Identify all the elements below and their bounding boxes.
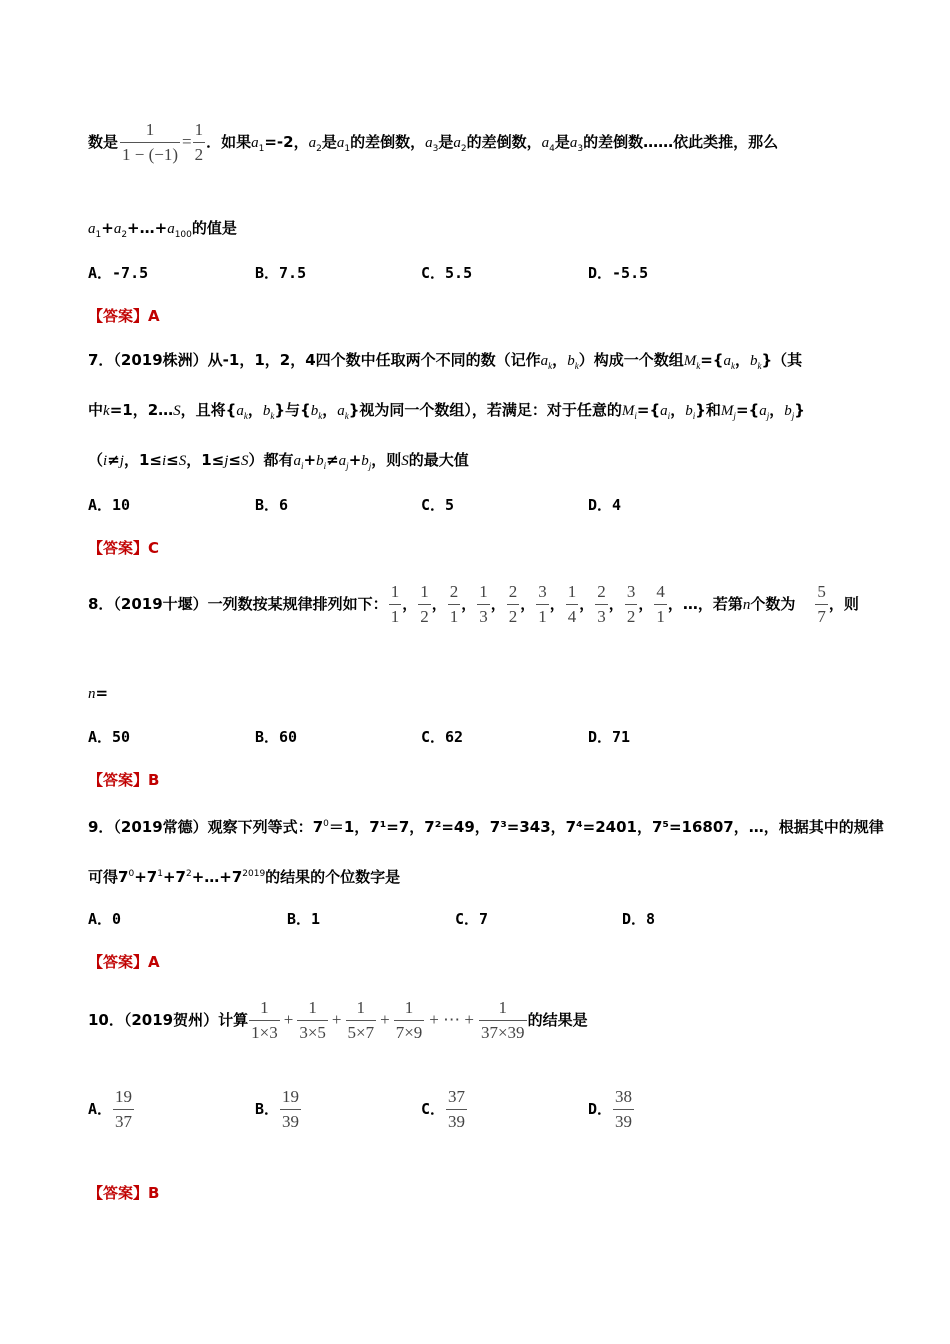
q7-line3: （i≠j，1≤i≤S，1≤j≤S）都有$a_i+b_i\ne a_j+b_j$，则S的最大值 — [88, 451, 469, 471]
q9-option-b: B．1 — [287, 910, 321, 928]
q6-option-d: D．-5.5 — [588, 264, 649, 282]
q8-line1: 8．（2019十堰）一列数按某规律排列如下： $\frac{1}{1}$ ， $\frac{1}{2}$ ， $\frac{2}{1}$ ， $\frac{1}{3}$ ， $\frac{2}{2}$ ， $\frac{3}{1}$ ， $\frac{1}{4}$ ， $\frac{2}{3}$ ， $\frac{3}{2}$ ， $\frac{4}{1}$ ，…，若第n个数为 $\frac{5}{7}$ ，则 — [88, 580, 859, 629]
q7-option-b: B．6 — [255, 496, 289, 514]
q8-seq-fraction: $\frac{2}{1}$ — [448, 580, 461, 629]
q6-option-b: B．7.5 — [255, 264, 307, 282]
q8-option-d: D．71 — [588, 728, 631, 746]
q10-option-b: B． $\frac{19}{39}$ — [255, 1085, 302, 1134]
q6-option-c: C．5.5 — [421, 264, 473, 282]
q10-option-d: D． $\frac{38}{39}$ — [588, 1085, 635, 1134]
q8-seq-fraction: $\frac{3}{1}$ — [536, 580, 549, 629]
q9-option-d: D．8 — [622, 910, 656, 928]
q8-seq-fraction: $\frac{2}{2}$ — [507, 580, 520, 629]
q8-option-a: A．50 — [88, 728, 131, 746]
q6-option-a: A．-7.5 — [88, 264, 149, 282]
q7-option-d: D．4 — [588, 496, 622, 514]
q9-option-c: C．7 — [455, 910, 489, 928]
q7-answer: 【答案】C — [88, 539, 160, 557]
q6-frac2: $\frac{1}{2}$ — [193, 118, 206, 167]
q8-answer: 【答案】B — [88, 771, 160, 789]
q10-series-term: $\frac{1}{1\times 3}$ — [249, 996, 280, 1045]
q9-option-a: A．0 — [88, 910, 122, 928]
q6-answer: 【答案】A — [88, 307, 160, 325]
q8-seq-fraction: $\frac{2}{3}$ — [595, 580, 608, 629]
q10-last-term: $\frac{1}{37\times 39}$ — [479, 996, 527, 1045]
q9-answer: 【答案】A — [88, 953, 160, 971]
q10-option-c: C． $\frac{37}{39}$ — [421, 1085, 468, 1134]
q8-seq-fraction: $\frac{3}{2}$ — [625, 580, 638, 629]
q9-line2: 可得$7^0+7^1+7^2+\dots+7^{2019}$的结果的个位数字是 — [88, 868, 401, 886]
q7-option-a: A．10 — [88, 496, 131, 514]
q10-series-term: $\frac{1}{5\times 7}$ — [346, 996, 377, 1045]
q8-seq-fraction: $\frac{1}{4}$ — [566, 580, 579, 629]
q6-lead: 数是 — [88, 133, 119, 151]
q8-seq-fraction: $\frac{1}{3}$ — [477, 580, 490, 629]
q10-option-a: A． $\frac{19}{37}$ — [88, 1085, 135, 1134]
q8-seq-fraction: $\frac{1}{1}$ — [389, 580, 402, 629]
q6-frac1: $\frac{1}{1 - (-1)}$ — [119, 118, 181, 167]
q8-seq-fraction: $\frac{1}{2}$ — [418, 580, 431, 629]
q8-line2: n= — [88, 684, 109, 702]
q10-line1: 10．（2019贺州）计算 $\frac{1}{1\times 3}$ + $\frac{1}{3\times 5}$ + $\frac{1}{5\times 7}$ + $\frac{1}{7\times 9}$ + ⋯ + $\frac{1}{37\times 39}$ 的结果是 — [88, 996, 588, 1045]
q8-sequence: $\frac{1}{1}$ ， $\frac{1}{2}$ ， $\frac{2}{1}$ ， $\frac{1}{3}$ ， $\frac{2}{2}$ ， $\frac{3}{1}$ ， $\frac{1}{4}$ ， $\frac{2}{3}$ ， $\frac{3}{2}$ ， $\frac{4}{1}$ — [388, 595, 668, 613]
q6-line2: $a_1+a_2+\dots+a_{100}$的值是 — [88, 219, 237, 240]
q7-option-c: C．5 — [421, 496, 455, 514]
q7-line1: 7．（2019株洲）从-1，1，2，4四个数中任取两个不同的数（记作$a_k$，$b_k$）构成一个数组$M_k=\{a_k$，$b_k$}（其 — [88, 351, 803, 371]
q8-option-c: C．62 — [421, 728, 464, 746]
q10-series-term: $\frac{1}{3\times 5}$ — [297, 996, 328, 1045]
q8-seq-fraction: $\frac{4}{1}$ — [654, 580, 667, 629]
q9-line1: 9．（2019常德）观察下列等式：$7^0=1$，7¹=7，7²=49，7³=343，7⁴=2401，7⁵=16807，…，根据其中的规律 — [88, 818, 884, 836]
q7-line2: 中k=1，2…S，且将{$a_k$，$b_k$}与{$b_k$，$a_k$}视为同一个数组），若满足：对于任意的$M_i=\{a_i$，$b_i$}和$M_j=\{a_j$，$b_j$} — [88, 401, 805, 421]
q10-series: $\frac{1}{1\times 3}$ + $\frac{1}{3\times 5}$ + $\frac{1}{5\times 7}$ + $\frac{1}{7\times 9}$ — [248, 1011, 425, 1029]
q6-line1: 数是 $\frac{1}{1 - (-1)}$ = $\frac{1}{2}$ ．如果$a_1=-2$，$a_2$是$a_1$的差倒数，$a_3$是$a_2$的差倒数，$a_4$是$a_3$的差倒数……依此类推，那么 — [88, 118, 778, 167]
q8-option-b: B．60 — [255, 728, 298, 746]
q10-answer: 【答案】B — [88, 1184, 160, 1202]
q10-series-term: $\frac{1}{7\times 9}$ — [394, 996, 425, 1045]
q8-target-fraction: $\frac{5}{7}$ — [815, 580, 828, 629]
